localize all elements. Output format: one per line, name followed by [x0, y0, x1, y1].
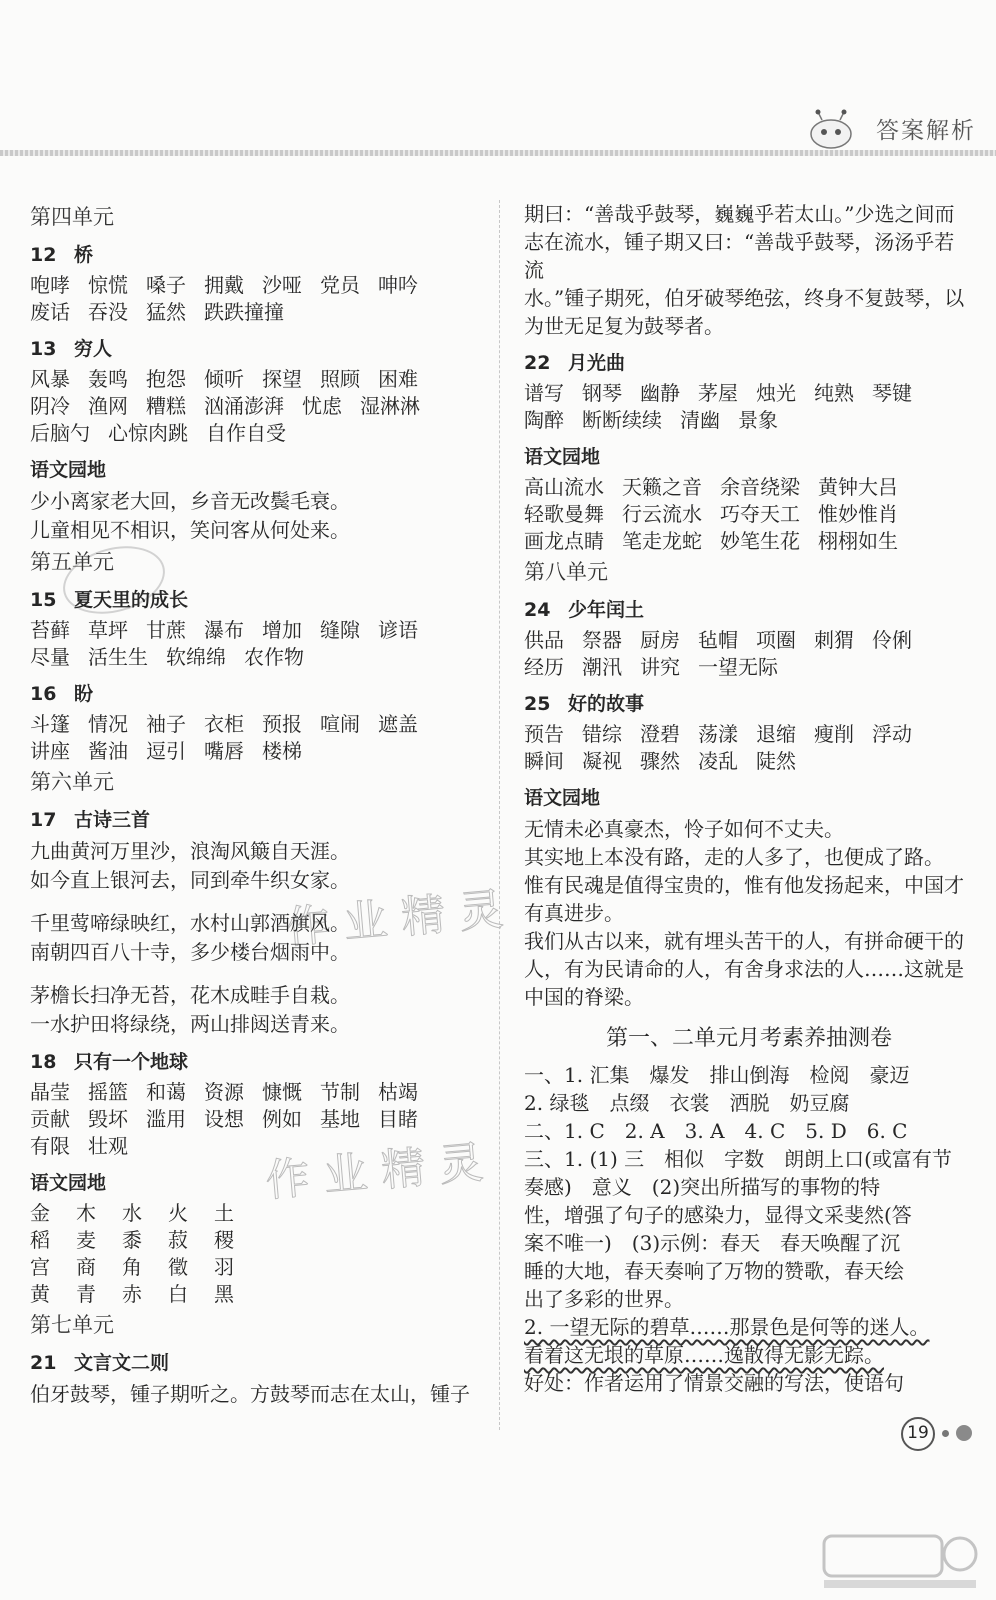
- lesson-heading: 25 好的故事: [524, 693, 645, 715]
- answer-line: 三、1. (1) 三 相似 字数 朗朗上口(或富有节: [524, 1147, 952, 1171]
- char-row: 稻 麦 黍 菽 稷: [30, 1228, 234, 1252]
- poem-line: 儿童相见不相识，笑问客从何处来。: [30, 518, 350, 542]
- test-title: 第一、二单元月考素养抽测卷: [605, 1026, 892, 1051]
- lesson-heading: 21 文言文二则: [30, 1352, 170, 1374]
- char-row: 黄 青 赤 白 黑: [30, 1282, 234, 1306]
- word-row: 谱写 钢琴 幽静 茅屋 烛光 纯熟 琴键: [524, 381, 912, 405]
- poem-line: 南朝四百八十寺，多少楼台烟雨中。: [30, 940, 350, 964]
- left-column: [30, 200, 480, 1409]
- answer-line: 好处：作者运用了情景交融的写法，使语句: [524, 1371, 904, 1395]
- answer-line: 奏感) 意义 (2)突出所描写的事物的特: [524, 1175, 881, 1199]
- quote-line: 有真进步。: [524, 901, 624, 925]
- column-divider: [499, 200, 500, 1430]
- quote-line: 惟有民魂是值得宝贵的，惟有他发扬起来，中国才: [524, 873, 964, 897]
- section-heading: 语文园地: [30, 1172, 107, 1194]
- classical-text: 志在流水，锺子期又曰：“善哉乎鼓琴，汤汤乎若流: [524, 230, 955, 282]
- word-row: 阴冷 渔网 糟糕 汹涌澎湃 忧虑 湿淋淋: [30, 394, 420, 418]
- answer-line: 性，增强了句子的感染力，显得文采斐然(答: [524, 1203, 912, 1227]
- unit-heading: 第四单元: [30, 205, 114, 229]
- word-row: 晶莹 摇篮 和蔼 资源 慷慨 节制 枯竭: [30, 1080, 418, 1104]
- lesson-heading: 24 少年闰土: [524, 599, 645, 621]
- site-logo-icon: [820, 1530, 980, 1592]
- word-row: 废话 吞没 猛然 跌跌撞撞: [30, 300, 284, 324]
- quote-line: 其实地上本没有路，走的人多了，也便成了路。: [524, 845, 944, 869]
- word-row: 斗篷 情况 袖子 衣柜 预报 喧闹 遮盖: [30, 712, 418, 736]
- answer-line: 2. 一望无际的碧草……那景色是何等的迷人。: [524, 1315, 930, 1339]
- word-row: 瞬间 凝视 骤然 凌乱 陡然: [524, 749, 796, 773]
- poem-line: 少小离家老大回，乡音无改鬓毛衰。: [30, 489, 350, 513]
- word-row: 有限 壮观: [30, 1134, 128, 1158]
- quote-line: 中国的脊梁。: [524, 985, 644, 1009]
- section-heading: 语文园地: [30, 459, 107, 481]
- word-row: 经历 潮汛 讲究 一望无际: [524, 655, 778, 679]
- lesson-heading: 12 桥: [30, 244, 94, 266]
- answer-line: 睡的大地，春天奏响了万物的赞歌，春天绘: [524, 1259, 904, 1283]
- watermark: 作业精灵: [263, 1135, 500, 1207]
- answer-line: 案不唯一) (3)示例：春天 春天唤醒了沉: [524, 1231, 901, 1255]
- word-row: 苔藓 草坪 甘蔗 瀑布 增加 缝隙 谚语: [30, 618, 418, 642]
- classical-text: 为世无足复为鼓琴者。: [524, 314, 724, 338]
- word-row: 预告 错综 澄碧 荡漾 退缩 瘦削 浮动: [524, 722, 912, 746]
- idiom-row: 高山流水 天籁之音 余音绕梁 黄钟大吕: [524, 475, 898, 499]
- char-row: 宫 商 角 徵 羽: [30, 1255, 234, 1279]
- word-row: 咆哮 惊慌 嗓子 拥戴 沙哑 党员 呻吟: [30, 273, 418, 297]
- lesson-heading: 18 只有一个地球: [30, 1051, 189, 1073]
- quote-line: 人，有为民请命的人，有舍身求法的人……这就是: [524, 957, 964, 981]
- lesson-heading: 17 古诗三首: [30, 809, 151, 831]
- header-title: 答案解析: [876, 118, 976, 144]
- char-row: 金 木 水 火 土: [30, 1201, 234, 1225]
- poem-line: 千里莺啼绿映红，水村山郭酒旗风。: [30, 911, 350, 935]
- section-heading: 语文园地: [524, 446, 601, 468]
- unit-heading: 第八单元: [524, 560, 608, 584]
- unit-heading: 第五单元: [30, 550, 114, 574]
- classical-text: 期曰：“善哉乎鼓琴，巍巍乎若太山。”少选之间而: [524, 202, 955, 226]
- quote-line: 我们从古以来，就有埋头苦干的人，有拼命硬干的: [524, 929, 964, 953]
- header-rule: [0, 150, 996, 156]
- section-heading: 语文园地: [524, 787, 601, 809]
- word-row: 后脑勺 心惊肉跳 自作自受: [30, 421, 286, 445]
- word-row: 风暴 轰鸣 抱怨 倾听 探望 照顾 困难: [30, 367, 418, 391]
- answer-line: 一、1. 汇集 爆发 排山倒海 检阅 豪迈: [524, 1063, 910, 1087]
- lesson-heading: 15 夏天里的成长: [30, 589, 189, 611]
- page-header: [0, 0, 996, 160]
- watermark: 作业精灵: [283, 882, 520, 954]
- answer-line: 出了多彩的世界。: [524, 1287, 684, 1311]
- lesson-heading: 13 穷人: [30, 338, 113, 360]
- word-row: 贡献 毁坏 滥用 设想 例如 基地 目睹: [30, 1107, 418, 1131]
- word-row: 陶醉 断断续续 清幽 景象: [524, 408, 778, 432]
- right-column: [524, 200, 974, 1397]
- poem-line: 如今直上银河去，同到牵牛织女家。: [30, 868, 350, 892]
- answer-line: 2. 绿毯 点缀 衣裳 洒脱 奶豆腐: [524, 1091, 850, 1115]
- word-row: 尽量 活生生 软绵绵 农作物: [30, 645, 304, 669]
- lesson-heading: 16 盼: [30, 683, 94, 705]
- idiom-row: 轻歌曼舞 行云流水 巧夺天工 惟妙惟肖: [524, 502, 898, 526]
- word-row: 供品 祭器 厨房 毡帽 项圈 刺猬 伶俐: [524, 628, 912, 652]
- word-row: 讲座 酱油 逗引 嘴唇 楼梯: [30, 739, 302, 763]
- lesson-heading: 22 月光曲: [524, 352, 626, 374]
- mascot-icon: [808, 108, 854, 150]
- classical-text: 伯牙鼓琴，锺子期听之。方鼓琴而志在太山，锺子: [30, 1382, 470, 1406]
- quote-line: 无情未必真豪杰，怜子如何不丈夫。: [524, 817, 844, 841]
- answer-line: 二、1. C 2. A 3. A 4. C 5. D 6. C: [524, 1119, 908, 1143]
- classical-text: 水。”锺子期死，伯牙破琴绝弦，终身不复鼓琴，以: [524, 286, 965, 310]
- decorative-dot: [956, 1425, 972, 1441]
- idiom-row: 画龙点睛 笔走龙蛇 妙笔生花 栩栩如生: [524, 529, 898, 553]
- poem-line: 茅檐长扫净无苔，花木成畦手自栽。: [30, 983, 350, 1007]
- poem-line: 九曲黄河万里沙，浪淘风簸自天涯。: [30, 839, 350, 863]
- unit-heading: 第七单元: [30, 1313, 114, 1337]
- unit-heading: 第六单元: [30, 770, 114, 794]
- decorative-dot: [942, 1430, 949, 1437]
- answer-line: 看着这无垠的草原……逸散得无影无踪。: [524, 1343, 884, 1367]
- page-number: 19: [901, 1417, 935, 1451]
- poem-line: 一水护田将绿绕，两山排闼送青来。: [30, 1012, 350, 1036]
